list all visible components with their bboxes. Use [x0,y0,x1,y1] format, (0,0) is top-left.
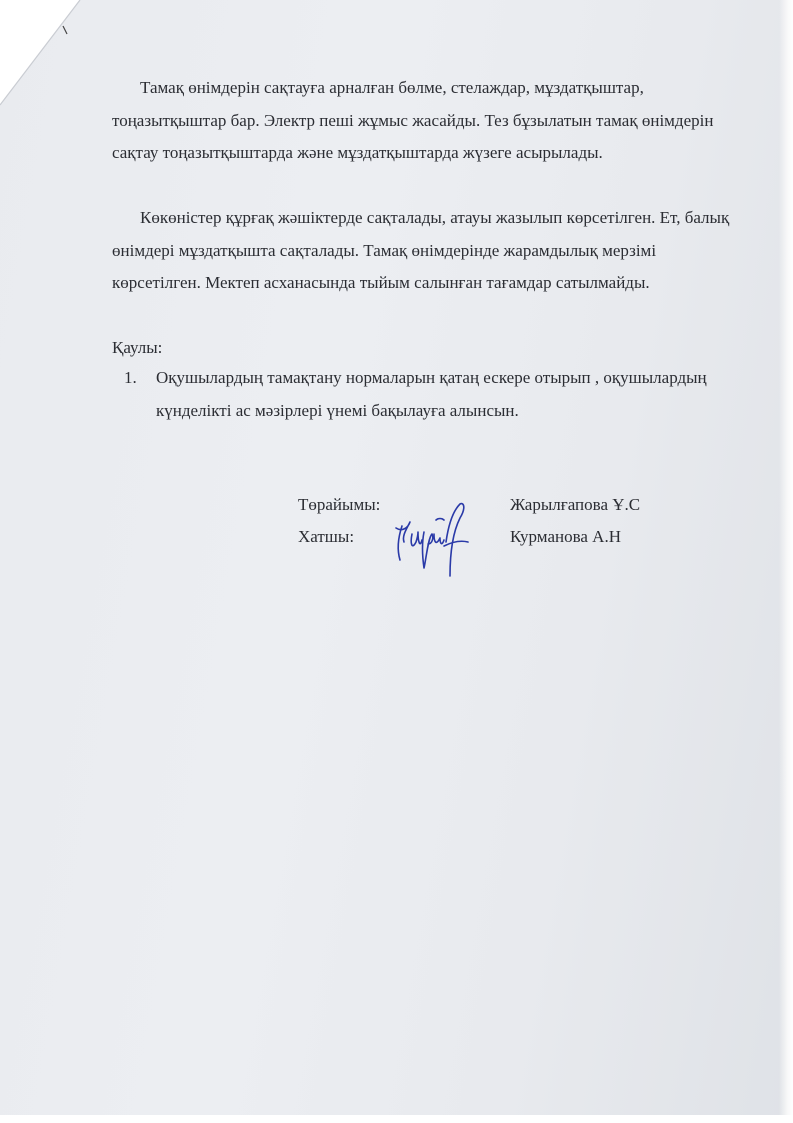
page-bottom-edge [0,1115,793,1123]
list-item [112,362,712,427]
secretary-name: Курманова А.Н [510,527,621,546]
chair-label: Төрайымы: [298,495,381,514]
decision-heading: Қаулы: [112,338,163,357]
handwritten-signature [388,498,474,580]
page-right-edge [779,0,793,1123]
list-item-number: 1. [124,368,137,387]
resolution-list [112,362,712,427]
paragraph-storage: Тамақ өнімдерін сақтауға арналған бөлме, стелаждар, мұздатқыштар, тоңазытқыштар бар. Электр пеші жұмыс жасайды. Тез бұзылатын тамақ өнімдерін сақтау тоңазытқыштарда және мұздатқыштарда жүзеге асырылады. [112,78,714,162]
chair-name: Жарылғапова Ұ.С [510,495,641,514]
paragraph-vegetables: Көкөністер құрғақ жәшіктерде сақталады, атауы жазылып көрсетілген. Ет, балық өнімдері мұздатқышта сақталады. Тамақ өнімдерінде жарамдылық мерзімі көрсетілген. Мектеп асханасында тыйым салынған тағамдар сатылмайды. [112,208,730,292]
secretary-label: Хатшы: [298,527,355,546]
list-item-text: Оқушылардың тамақтану нормаларын қатаң ескере отырып , оқушылардың күнделікті ас мәзірлері үнемі бақылауға алынсын. [156,368,707,420]
